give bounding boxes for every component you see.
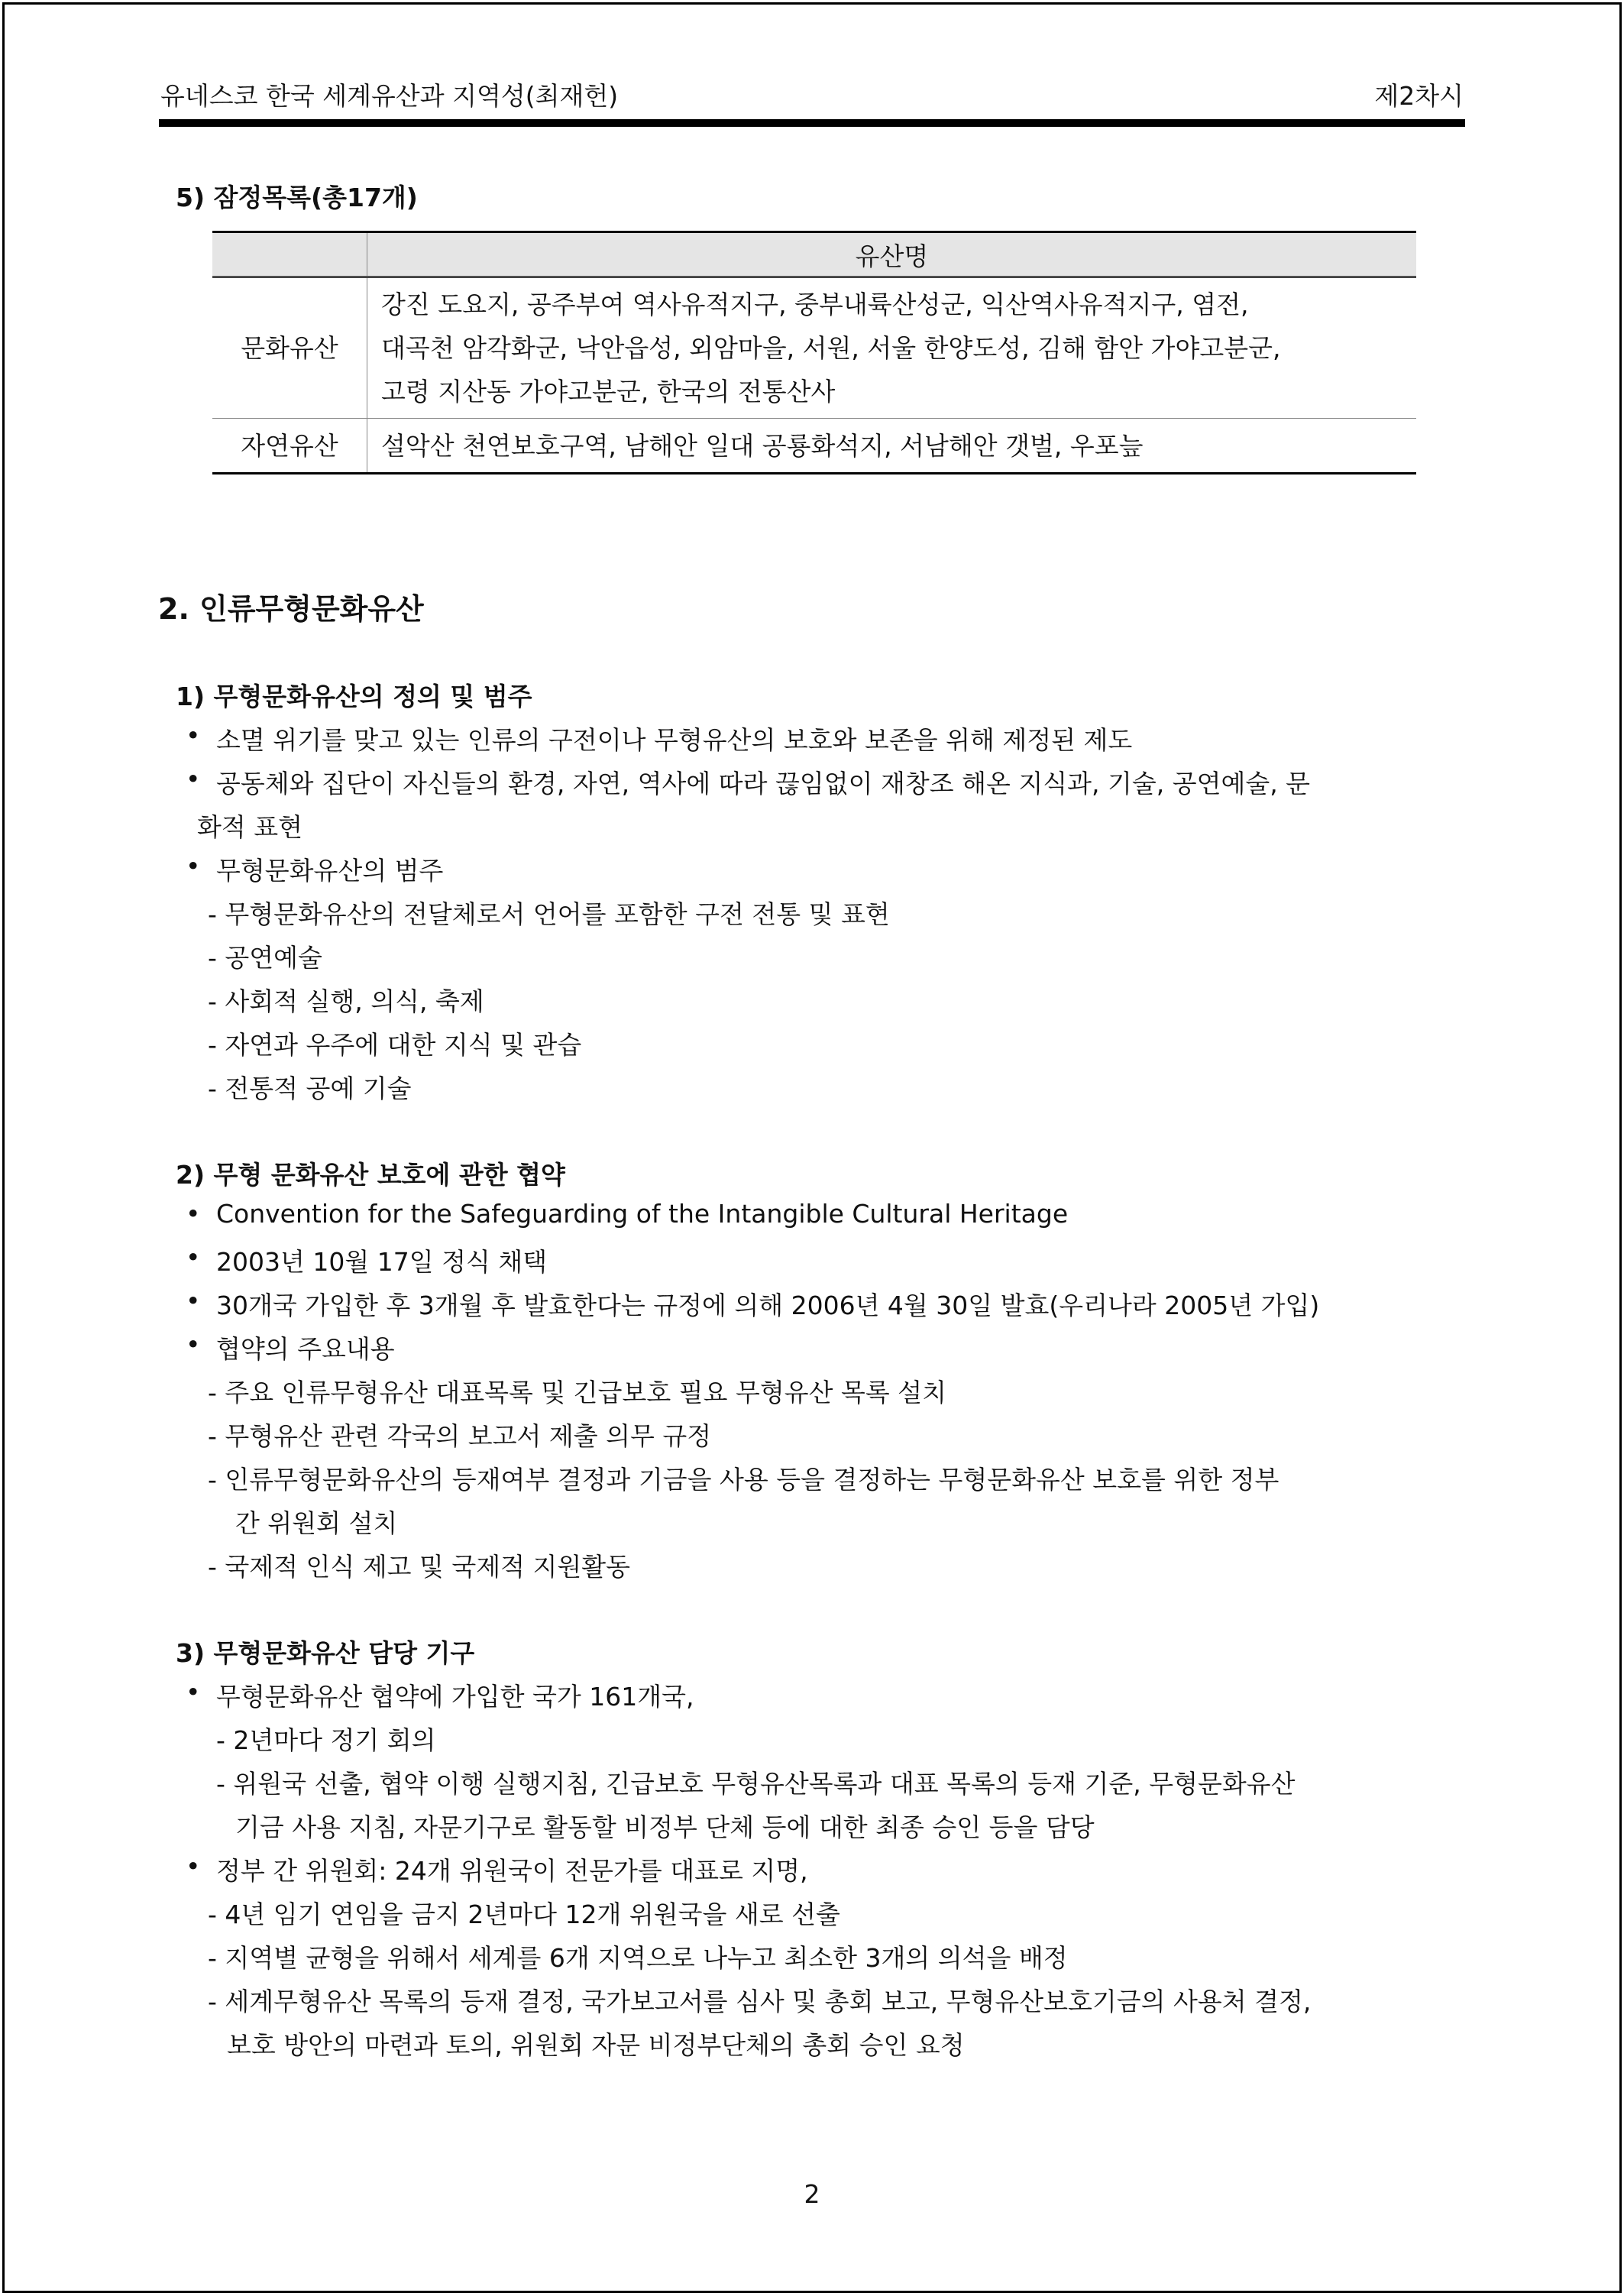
page-number: 2: [804, 2179, 820, 2209]
dash-item-continuation: 보호 방안의 마련과 토의, 위원회 자문 비정부단체의 총회 승인 요청: [227, 2030, 965, 2060]
dash-item: - 사회적 실행, 의식, 축제: [208, 986, 484, 1016]
dash-item: - 인류무형문화유산의 등재여부 결정과 기금을 사용 등을 결정하는 무형문화유산 보호를 위한 정부: [208, 1465, 1279, 1495]
bullet-item: • 무형문화유산 협약에 가입한 국가 161개국,: [216, 1677, 694, 1713]
table-row-natural: [212, 419, 1416, 474]
section-heading: 2. 인류무형문화유산: [158, 592, 424, 626]
document-header-title: 유네스코 한국 세계유산과 지역성(최재헌): [160, 81, 619, 111]
dash-item: - 무형유산 관련 각국의 보고서 제출 의무 규정: [208, 1421, 712, 1451]
dash-item: - 무형문화유산의 전달체로서 언어를 포함한 구전 전통 및 표현: [208, 899, 890, 929]
dash-item: - 위원국 선출, 협약 이행 실행지침, 긴급보호 무형유산목록과 대표 목록의 등재 기준, 무형문화유산: [216, 1769, 1296, 1799]
category-cell: 문화유산: [212, 277, 367, 419]
dash-item: - 국제적 인식 제고 및 국제적 지원활동: [208, 1552, 631, 1582]
table-row-cultural: [212, 277, 1416, 419]
dash-item: - 공연예술: [208, 943, 322, 973]
tentative-list-table: [212, 231, 1416, 474]
heritage-names-line: 고령 지산동 가야고분군, 한국의 전통산사: [381, 377, 836, 406]
bullet-item: • 소멸 위기를 맞고 있는 인류의 구전이나 무형유산의 보호와 보존을 위해 제정된 제도: [216, 721, 1132, 756]
bullet-item: • Convention for the Safeguarding of the Intangible Cultural Heritage: [216, 1199, 1068, 1229]
table-header-corner: [212, 232, 367, 277]
table-header-row: [212, 232, 1416, 277]
bullet-item: • 협약의 주요내용: [216, 1329, 395, 1365]
header-rule: [159, 119, 1465, 127]
bullet-item: • 정부 간 위원회: 24개 위원국이 전문가를 대표로 지명,: [216, 1851, 808, 1887]
bullet-item: • 2003년 10월 17일 정식 채택: [216, 1242, 547, 1278]
table-column-header: 유산명: [367, 232, 1417, 277]
tentative-list-title: 5) 잠정목록(총17개): [176, 183, 418, 212]
dash-item: - 2년마다 정기 회의: [216, 1725, 436, 1755]
dash-item: - 자연과 우주에 대한 지식 및 관습: [208, 1030, 582, 1060]
heritage-names-line: 강진 도요지, 공주부여 역사유적지구, 중부내륙산성군, 익산역사유적지구, 염전,: [381, 290, 1249, 319]
heritage-names-cell: [367, 419, 1417, 474]
dash-item-continuation: 간 위원회 설치: [235, 1508, 398, 1538]
bullet-item: • 30개국 가입한 후 3개월 후 발효한다는 규정에 의해 2006년 4월 30일 발효(우리나라 2005년 가입): [216, 1286, 1319, 1322]
dash-item: - 세계무형유산 목록의 등재 결정, 국가보고서를 심사 및 총회 보고, 무형유산보호기금의 사용처 결정,: [208, 1987, 1312, 2016]
heritage-names-cell: [367, 277, 1417, 419]
subsection-heading: 2) 무형 문화유산 보호에 관한 협약: [176, 1160, 565, 1190]
dash-item-continuation: 기금 사용 지침, 자문기구로 활동할 비정부 단체 등에 대한 최종 승인 등을 담당: [235, 1812, 1095, 1842]
heritage-names-line: 설악산 천연보호구역, 남해안 일대 공룡화석지, 서남해안 갯벌, 우포늪: [381, 430, 1144, 461]
subsection-heading: 3) 무형문화유산 담당 기구: [176, 1638, 475, 1668]
bullet-item-continuation: 화적 표현: [197, 812, 303, 842]
category-cell: 자연유산: [212, 419, 367, 474]
dash-item: - 주요 인류무형유산 대표목록 및 긴급보호 필요 무형유산 목록 설치: [208, 1378, 947, 1407]
document-header-session: 제2차시: [1374, 81, 1464, 111]
heritage-names-line: 대곡천 암각화군, 낙안읍성, 외암마을, 서원, 서울 한양도성, 김해 함안 가야고분군,: [381, 333, 1281, 363]
dash-item: - 4년 임기 연임을 금지 2년마다 12개 위원국을 새로 선출: [208, 1899, 840, 1929]
dash-item: - 전통적 공예 기술: [208, 1074, 412, 1103]
bullet-item: • 무형문화유산의 범주: [216, 851, 443, 887]
subsection-heading: 1) 무형문화유산의 정의 및 범주: [176, 682, 532, 711]
bullet-item: • 공동체와 집단이 자신들의 환경, 자연, 역사에 따라 끊임없이 재창조 해온 지식과, 기술, 공연예술, 문: [216, 764, 1310, 800]
dash-item: - 지역별 균형을 위해서 세계를 6개 지역으로 나누고 최소한 3개의 의석을 배정: [208, 1943, 1068, 1973]
